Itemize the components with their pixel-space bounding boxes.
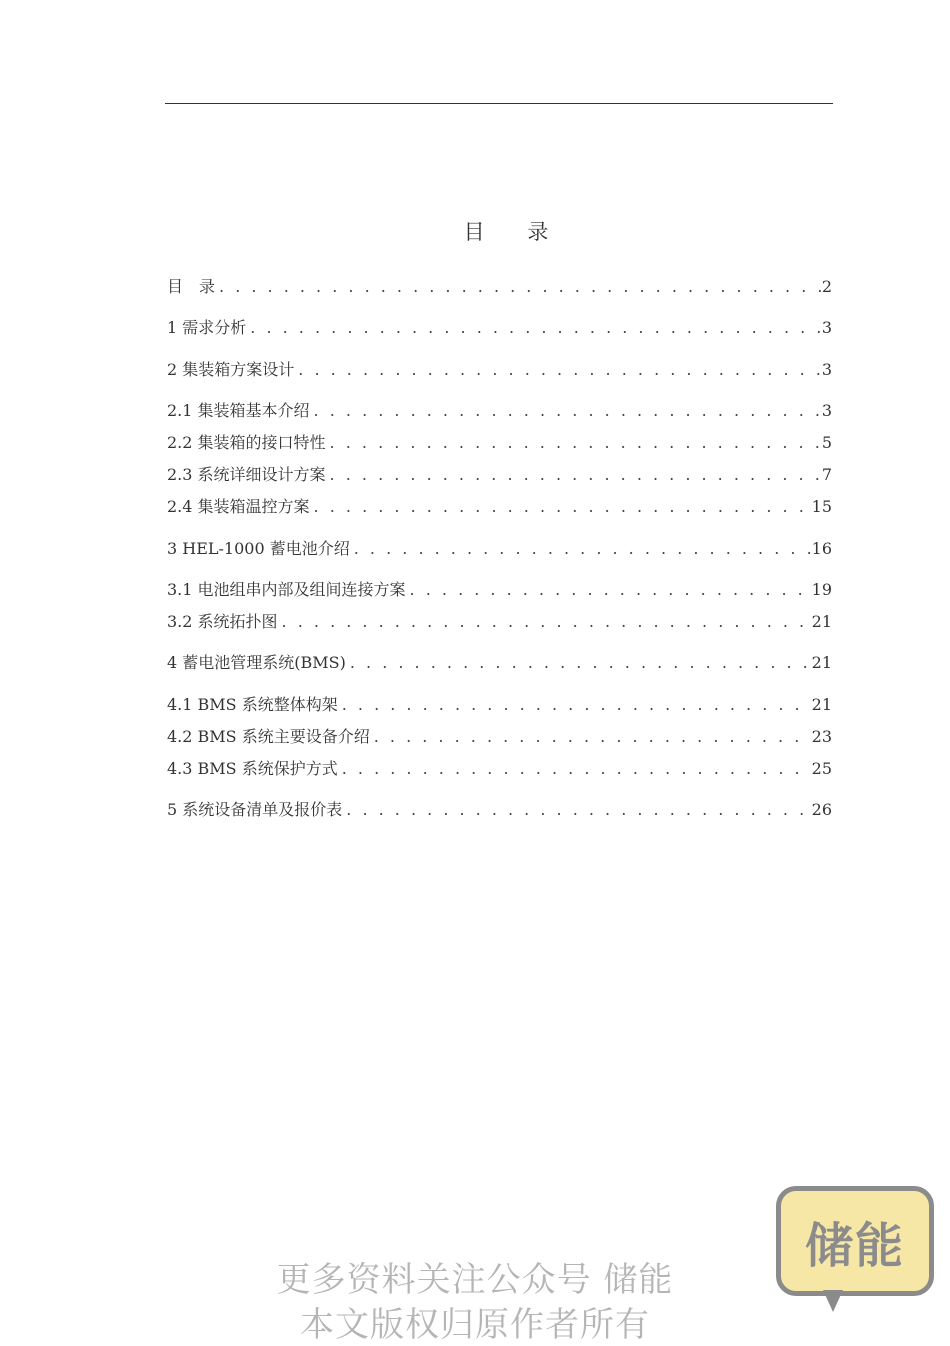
toc-leader [406,575,812,605]
toc-entry[interactable] [167,355,832,385]
toc-entry[interactable] [167,607,832,637]
toc-entry-page: 23 [811,727,832,746]
toc-leader [246,313,822,343]
toc-entry-page: 7 [821,465,832,484]
toc-leader [346,648,812,678]
watermark-line-2: 本文版权归原作者所有 [300,1305,650,1345]
toc-entry-page: 3 [821,318,832,337]
toc-entry-label: 4.3 BMS 系统保护方式 [167,759,338,778]
toc-entry[interactable] [167,396,832,426]
toc-entry-page: 21 [811,612,832,631]
toc-entry-label: 5 系统设备清单及报价表 [167,800,343,819]
toc-entry-page: 21 [811,695,832,714]
toc-leader [326,460,822,490]
toc-entry[interactable] [167,648,832,678]
toc-entry-label: 2 集装箱方案设计 [167,360,295,379]
badge-tail [823,1290,843,1312]
toc-entry-label: 2.3 系统详细设计方案 [167,465,326,484]
toc-entry-page: 25 [811,759,832,778]
wechat-badge [776,1186,934,1296]
toc-entry-page: 2 [821,277,832,296]
toc-entry-label: 4 蓄电池管理系统(BMS) [167,653,346,672]
toc-leader [338,754,812,784]
toc-entry-page: 19 [811,580,832,599]
toc-entry-label: 4.1 BMS 系统整体构架 [167,695,338,714]
toc-entry-page: 16 [811,539,832,558]
toc-leader [342,795,811,825]
toc-leader [278,607,812,637]
toc-entry-page: 15 [811,497,832,516]
toc-entry-page: 5 [821,433,832,452]
toc-entry[interactable] [167,428,832,458]
toc-entry-page: 3 [821,360,832,379]
toc-entry-label: 3 HEL-1000 蓄电池介绍 [167,539,350,558]
toc-entry-page: 21 [811,653,832,672]
watermark-line-1: 更多资料关注公众号 储能 [276,1260,674,1300]
header-rule [165,103,833,104]
toc-leader [370,722,812,752]
toc-entry[interactable] [167,313,832,343]
toc-leader [310,492,812,522]
toc-entry[interactable] [167,492,832,522]
toc-entry[interactable] [167,795,832,825]
toc-leader [326,428,822,458]
toc-entry-label: 2.1 集装箱基本介绍 [167,401,310,420]
toc-entry-label: 1 需求分析 [167,318,247,337]
toc-entry[interactable] [167,722,832,752]
toc-entry[interactable] [167,754,832,784]
toc-entry-label: 2.4 集装箱温控方案 [167,497,310,516]
toc-leader [310,396,822,426]
toc-entry-label: 3.2 系统拓扑图 [167,612,278,631]
toc-entry-page: 26 [811,800,832,819]
toc-entry[interactable] [167,272,832,302]
toc-entry[interactable] [167,575,832,605]
toc-entry[interactable] [167,690,832,720]
toc-entry[interactable] [167,460,832,490]
toc-leader [294,355,822,385]
toc-title: 目 录 [463,220,567,244]
toc-leader [350,534,812,564]
toc-entry-page: 3 [821,401,832,420]
toc-entry-label: 目 录 [167,277,216,296]
toc-entry-label: 3.1 电池组串内部及组间连接方案 [167,580,406,599]
toc-entry[interactable] [167,534,832,564]
toc-entry-label: 4.2 BMS 系统主要设备介绍 [167,727,370,746]
badge-text: 储能 [804,1217,905,1274]
toc-leader [215,272,822,302]
toc-leader [338,690,812,720]
toc-entry-label: 2.2 集装箱的接口特性 [167,433,326,452]
